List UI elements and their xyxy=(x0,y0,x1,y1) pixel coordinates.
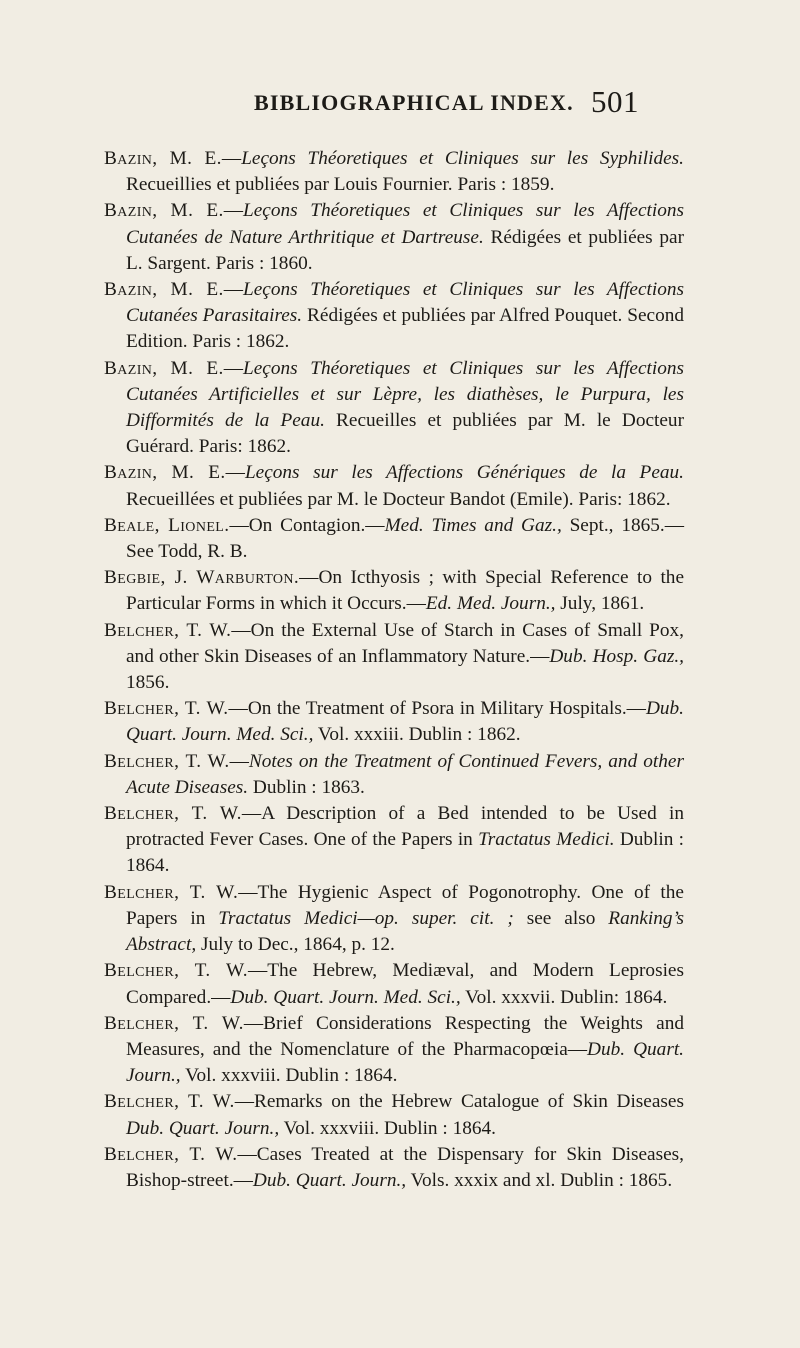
entry-details: Dublin : 1864. xyxy=(126,829,684,877)
entry-title: Leçons Théoretiques et Cliniques sur les Affections Cutanées de Nature Arthritique et Dartreuse. xyxy=(126,200,684,248)
bibliography-entry: Bazin, M. E.—Leçons Théoretiques et Cliniques sur les Affections Cutanées de Nature Arthritique et Dartreuse. Rédigées et publiées par L. Sargent. Paris : 1860. xyxy=(104,200,684,274)
entry-author: Belcher, T. W. xyxy=(104,881,239,903)
entry-author: Bazin, M. E. xyxy=(104,357,224,379)
bibliography-entry: Bazin, M. E.—Leçons Théoretiques et Cliniques sur les Affections Cutanées Parasitaires. Rédigées et publiées par Alfred Pouquet. Second Edition. Paris : 1862. xyxy=(104,279,685,353)
entry-author: Belcher, T. W. xyxy=(104,1143,238,1165)
bibliography-entry: Bazin, M. E.—Leçons Théoretiques et Cliniques sur les Syphilides. Recueillies et publiées par Louis Fournier. Paris : 1859. xyxy=(104,148,684,196)
entry-author: Belcher, T. W. xyxy=(104,750,230,772)
entry-details: Vol. xxxviii. Dublin : 1864. xyxy=(279,1117,496,1139)
entry-text: On Contagion.— xyxy=(248,514,385,536)
entry-details: Rédigées et publiées par L. Sargent. Paris : 1860. xyxy=(126,226,684,274)
entry-journal: Dub. Quart. Journ. Med. Sci., xyxy=(126,698,684,746)
bibliography-entry: Belcher, T. W.—Notes on the Treatment of Continued Fevers, and other Acute Diseases. Dublin : 1863. xyxy=(104,750,684,798)
entry-title: Leçons sur les Affections Génériques de la Peau. xyxy=(244,462,684,484)
entry-author: Belcher, T. W. xyxy=(104,1012,244,1034)
entry-details: Recueilles et publiées par M. le Docteur Guérard. Paris: 1862. xyxy=(126,410,684,458)
bibliography-entry: Beale, Lionel.—On Contagion.—Med. Times and Gaz., Sept., 1865.—See Todd, R. B. xyxy=(104,514,684,563)
entry-journal: Ed. Med. Journ., xyxy=(425,593,556,615)
bibliography-entry: Belcher, T. W.—A Description of a Bed intended to be Used in protracted Fever Cases. One of the Papers in Tractatus Medici. Dublin : 1864. xyxy=(104,803,684,877)
entry-details: Vol. xxxiii. Dublin : 1862. xyxy=(313,724,521,746)
entry-details: Dublin : 1863. xyxy=(248,776,365,798)
entry-text: On the External Use of Starch in Cases of Small Pox, and other Skin Diseases of an Inflammatory Nature.— xyxy=(126,619,684,667)
entry-journal: Tractatus Medici—op. super. cit. ; xyxy=(218,907,514,929)
entry-text: The Hebrew, Mediæval, and Modern Leprosies Compared.— xyxy=(126,960,684,1008)
entry-title: Leçons Théoretiques et Cliniques sur les Syphilides. xyxy=(241,148,684,169)
bibliography-entry: Belcher, T. W.—On the Treatment of Psora in Military Hospitals.—Dub. Quart. Journ. Med. Sci., Vol. xxxiii. Dublin : 1862. xyxy=(104,698,684,746)
entry-author: Bazin, M. E. xyxy=(104,148,222,169)
bibliography-list xyxy=(104,146,684,1194)
entry-author: Belcher, T. W. xyxy=(104,1091,235,1113)
page-number: 501 xyxy=(591,84,639,119)
entry-author: Begbie, J. Warburton. xyxy=(104,567,300,589)
entry-details: Rédigées et publiées par Alfred Pouquet. Second Edition. Paris : 1862. xyxy=(126,305,685,353)
entry-title: Notes on the Treatment of Continued Fevers, and other Acute Diseases. xyxy=(126,750,684,798)
bibliography-entry: Bazin, M. E.—Leçons Théoretiques et Cliniques sur les Affections Cutanées Artificielles et sur Lèpre, les diathèses, le Purpura, les Difformités de la Peau. Recueilles et publiées par M. le Docteur Guérard. Paris: 1862. xyxy=(104,357,684,458)
bibliography-entry: Belcher, T. W.—The Hebrew, Mediæval, and Modern Leprosies Compared.—Dub. Quart. Journ. Med. Sci., Vol. xxxvii. Dublin: 1864. xyxy=(104,960,684,1008)
entry-details: Recueillies et publiées par Louis Fournier. Paris : 1859. xyxy=(126,174,555,196)
bibliography-entry: Belcher, T. W.—The Hygienic Aspect of Pogonotrophy. One of the Papers in Tractatus Medici—op. super. cit. ; see also Ranking’s Abstract, July to Dec., 1864, p. 12. xyxy=(104,881,684,956)
bibliography-entry: Begbie, J. Warburton.—On Icthyosis ; with Special Reference to the Particular Forms in which it Occurs.—Ed. Med. Journ., July, 1861. xyxy=(104,567,684,615)
page-header xyxy=(0,84,800,130)
entry-journal: Dub. Quart. Journ. Med. Sci., xyxy=(230,986,461,1008)
bibliography-entry: Bazin, M. E.—Leçons sur les Affections Génériques de la Peau. Recueillées et publiées par M. le Docteur Bandot (Emile). Paris: 1862. xyxy=(104,462,684,510)
entry-author: Belcher, T. W. xyxy=(104,803,242,825)
entry-journal: Tractatus Medici. xyxy=(478,829,615,851)
bibliography-entry: Belcher, T. W.—Cases Treated at the Dispensary for Skin Diseases, Bishop-street.—Dub. Quart. Journ., Vols. xxxix and xl. Dublin : 1865. xyxy=(104,1143,684,1191)
entry-text: Cases Treated at the Dispensary for Skin Diseases, Bishop-street.— xyxy=(126,1143,684,1191)
bibliography-entry: Belcher, T. W.—Brief Considerations Respecting the Weights and Measures, and the Nomenclature of the Pharmacopœia—Dub. Quart. Journ., Vol. xxxviii. Dublin : 1864. xyxy=(104,1012,685,1087)
entry-text: The Hygienic Aspect of Pogonotrophy. One of the Papers in xyxy=(126,881,684,929)
entry-text: A Description of a Bed intended to be Used in protracted Fever Cases. One of the Papers in xyxy=(126,803,684,851)
entry-journal: Dub. Hosp. Gaz., xyxy=(549,645,684,667)
entry-details: Vol. xxxvii. Dublin: 1864. xyxy=(460,986,668,1008)
entry-author: Bazin, M. E. xyxy=(104,279,224,301)
entry-text: On the Treatment of Psora in Military Hospitals.— xyxy=(247,698,646,720)
entry-title: Leçons Théoretiques et Cliniques sur les Affections Cutanées Parasitaires. xyxy=(126,279,684,327)
entry-title: Leçons Théoretiques et Cliniques sur les Affections Cutanées Artificielles et sur Lèpre, les diathèses, le Purpura, les Difformités de la Peau. xyxy=(126,357,684,432)
entry-text: Remarks on the Hebrew Catalogue of Skin Diseases xyxy=(254,1091,684,1113)
entry-journal: Dub. Quart. Journ., xyxy=(126,1117,280,1139)
entry-text: see also xyxy=(513,907,609,929)
entry-author: Bazin, M. E. xyxy=(104,200,224,222)
bibliography-entry: Belcher, T. W.—On the External Use of Starch in Cases of Small Pox, and other Skin Diseases of an Inflammatory Nature.—Dub. Hosp. Gaz., 1856. xyxy=(104,619,684,694)
entry-author: Belcher, T. W. xyxy=(104,698,229,720)
entry-details: Sept., 1865.—See Todd, R. B. xyxy=(126,514,684,563)
entry-details: July to Dec., 1864, p. 12. xyxy=(196,934,395,956)
entry-details: Vol. xxxviii. Dublin : 1864. xyxy=(180,1065,398,1087)
entry-journal: Ranking’s Abstract, xyxy=(126,907,684,956)
entry-author: Bazin, M. E. xyxy=(104,462,226,484)
entry-author: Belcher, T. W. xyxy=(104,960,248,982)
entry-details: July, 1861. xyxy=(555,593,645,615)
running-head: BIBLIOGRAPHICAL INDEX. xyxy=(254,90,574,115)
entry-journal: Dub. Quart. Journ., xyxy=(126,1038,685,1087)
entry-details: 1856. xyxy=(126,672,170,694)
bibliography-entry: Belcher, T. W.—Remarks on the Hebrew Catalogue of Skin Diseases Dub. Quart. Journ., Vol. xxxviii. Dublin : 1864. xyxy=(104,1091,684,1139)
entry-text: On Icthyosis ; with Special Reference to the Particular Forms in which it Occurs.— xyxy=(126,567,684,615)
entry-author: Belcher, T. W. xyxy=(104,619,232,641)
entry-text: Brief Considerations Respecting the Weights and Measures, and the Nomenclature of the Pharmacopœia— xyxy=(126,1012,684,1060)
entry-journal: Med. Times and Gaz., xyxy=(384,514,562,536)
entry-journal: Dub. Quart. Journ., xyxy=(252,1169,407,1191)
entry-details: Vols. xxxix and xl. Dublin : 1865. xyxy=(406,1169,673,1191)
entry-details: Recueillées et publiées par M. le Docteur Bandot (Emile). Paris: 1862. xyxy=(126,488,671,510)
entry-author: Beale, Lionel. xyxy=(104,514,230,536)
